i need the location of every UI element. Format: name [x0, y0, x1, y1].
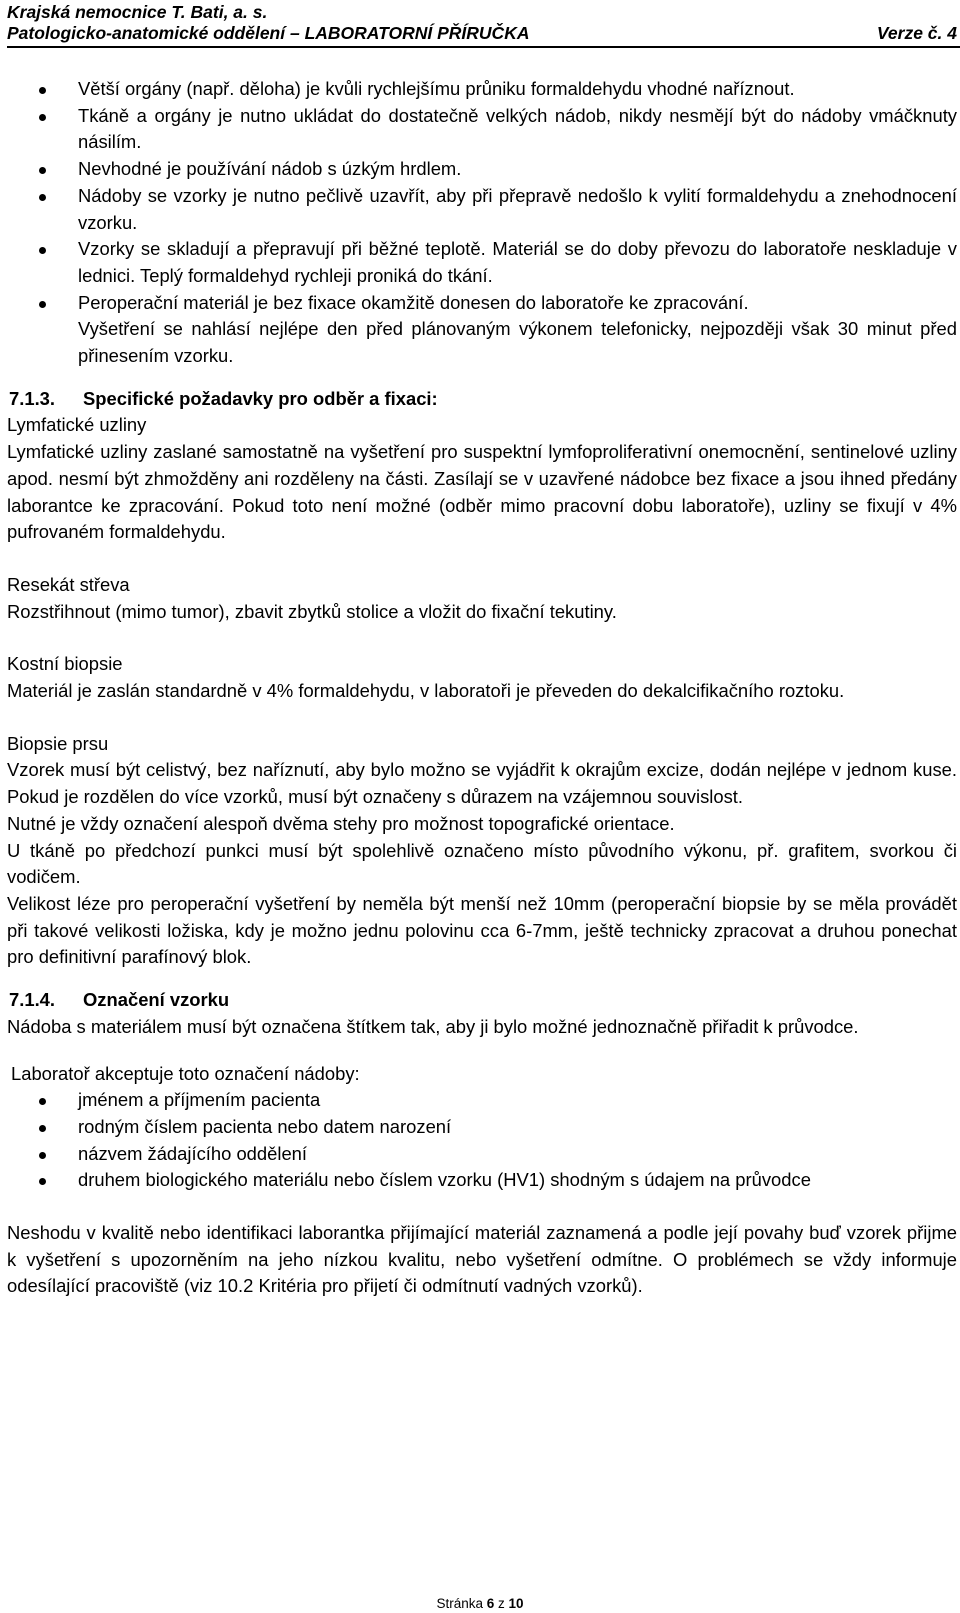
- breast-heading: Biopsie prsu: [7, 732, 109, 754]
- footer-total: 10: [508, 1596, 524, 1611]
- peroperative-note: Vyšetření se nahlásí nejlépe den před plánovaným výkonem telefonicky, nejpozději však 30 minut před přinesením vzorku.: [78, 318, 957, 367]
- nonconformity-text: Neshodu v kvalitě nebo identifikaci laborantka přijímající materiál zaznamená a podle její povahy buď vzorek přijme k vyšetření s upozorněním na jeho nízkou kvalitu, nebo vyšetření odmítne. O problémech se vždy informuje odesílající pracoviště (viz 10.2 Kritéria pro přijetí či odmítnutí vadných vzorků).: [7, 1222, 957, 1297]
- bowel-heading: Resekát střeva: [7, 573, 130, 595]
- page-footer: [0, 1596, 960, 1612]
- bowel-text: Rozstřihnout (mimo tumor), zbavit zbytků stolice a vložit do fixační tekutiny.: [7, 600, 617, 622]
- section-title: Specifické požadavky pro odběr a fixaci:: [83, 387, 438, 409]
- breast-text-2: Nutné je vždy označení alespoň dvěma stehy pro možnost topografické orientace.: [7, 812, 675, 834]
- lymph-text: Lymfatické uzliny zaslané samostatně na vyšetření pro suspektní lymfoproliferativní onemocnění, sentinelové uzliny apod. nesmí být zhmožděny ani rozděleny na části. Zasílají se v uzavřené nádobce bez fixace a jsou ihned předány laborantce ke zpracování. Pokud toto není možné (odběr mimo pracovní dobu laboratoře), uzliny se fixují v 4% pufrovaném formaldehydu.: [7, 441, 957, 543]
- list-item: rodným číslem pacienta nebo datem narození: [7, 1114, 957, 1141]
- header-version: Verze č. 4: [876, 23, 957, 43]
- breast-text-4: Velikost léze pro peroperační vyšetření by neměla být menší než 10mm (peroperační biopsie by se měla provádět při takové velikosti ložiska, kdy je možno jednu polovinu cca 6-7mm, ještě technicky zpracovat a druhou ponechat pro definitivní parafínový blok.: [7, 892, 957, 968]
- list-item: Tkáně a orgány je nutno ukládat do dostatečně velkých nádob, nikdy nesmějí být do nádoby vmáčknuty násilím.: [7, 103, 957, 156]
- list-item: Nádoby se vzorky je nutno pečlivě uzavřít, aby při přepravě nedošlo k vylití formaldehydu a znehodnocení vzorku.: [7, 183, 957, 236]
- list-item: Nevhodné je používání nádob s úzkým hrdlem.: [7, 156, 957, 183]
- breast-text-3: U tkáně po předchozí punkci musí být spolehlivě označeno místo původního výkonu, př. grafitem, svorkou či vodičem.: [7, 839, 957, 888]
- document-body: [7, 76, 957, 1300]
- header-row: [7, 23, 957, 44]
- list-item: Peroperační materiál je bez fixace okamžitě donesen do laboratoře ke zpracování.: [7, 290, 957, 317]
- bone-heading: Kostní biopsie: [7, 653, 123, 675]
- list-item: Větší orgány (např. děloha) je kvůli rychlejšímu průniku formaldehydu vhodné naříznout.: [7, 76, 957, 103]
- section-714-heading: [7, 987, 957, 1014]
- labeling-text: Nádoba s materiálem musí být označena štítkem tak, aby ji bylo možné jednoznačně přiřadit k průvodce.: [7, 1015, 859, 1037]
- accept-intro: Laboratoř akceptuje toto označení nádoby:: [11, 1062, 360, 1084]
- section-title: Označení vzorku: [83, 989, 230, 1011]
- header-department: Patologicko-anatomické oddělení – LABORATORNÍ PŘÍRUČKA: [7, 23, 530, 43]
- section-713-heading: [7, 386, 957, 413]
- list-item: jménem a příjmením pacienta: [7, 1087, 957, 1114]
- footer-prefix: Stránka: [436, 1596, 483, 1611]
- accepted-labels-list: [7, 1087, 957, 1194]
- header-hospital: Krajská nemocnice T. Bati, a. s.: [7, 2, 268, 22]
- lymph-heading: Lymfatické uzliny: [7, 414, 147, 436]
- footer-middle: z: [498, 1596, 505, 1611]
- section-number: 7.1.3.: [9, 387, 56, 409]
- fixation-bullet-list: [7, 76, 957, 316]
- list-item: druhem biologického materiálu nebo číslem vzorku (HV1) shodným s údajem na průvodce: [7, 1167, 957, 1194]
- section-number: 7.1.4.: [9, 989, 56, 1011]
- list-item: názvem žádajícího oddělení: [7, 1141, 957, 1168]
- footer-page: 6: [486, 1596, 495, 1611]
- bone-text: Materiál je zaslán standardně v 4% formaldehydu, v laboratoři je převeden do dekalcifikačního roztoku.: [7, 680, 845, 702]
- page-header: [7, 2, 957, 44]
- breast-text-1: Vzorek musí být celistvý, bez naříznutí, aby bylo možno se vyjádřit k okrajům excize, dodán nejlépe v jednom kuse. Pokud je rozdělen do více vzorků, musí být označeny s důrazem na vzájemnou souvislost.: [7, 759, 957, 808]
- list-item: Vzorky se skladují a přepravují při běžné teplotě. Materiál se do doby převozu do laboratoře neskladuje v lednici. Teplý formaldehyd rychleji proniká do tkání.: [7, 236, 957, 289]
- header-rule: [7, 46, 960, 48]
